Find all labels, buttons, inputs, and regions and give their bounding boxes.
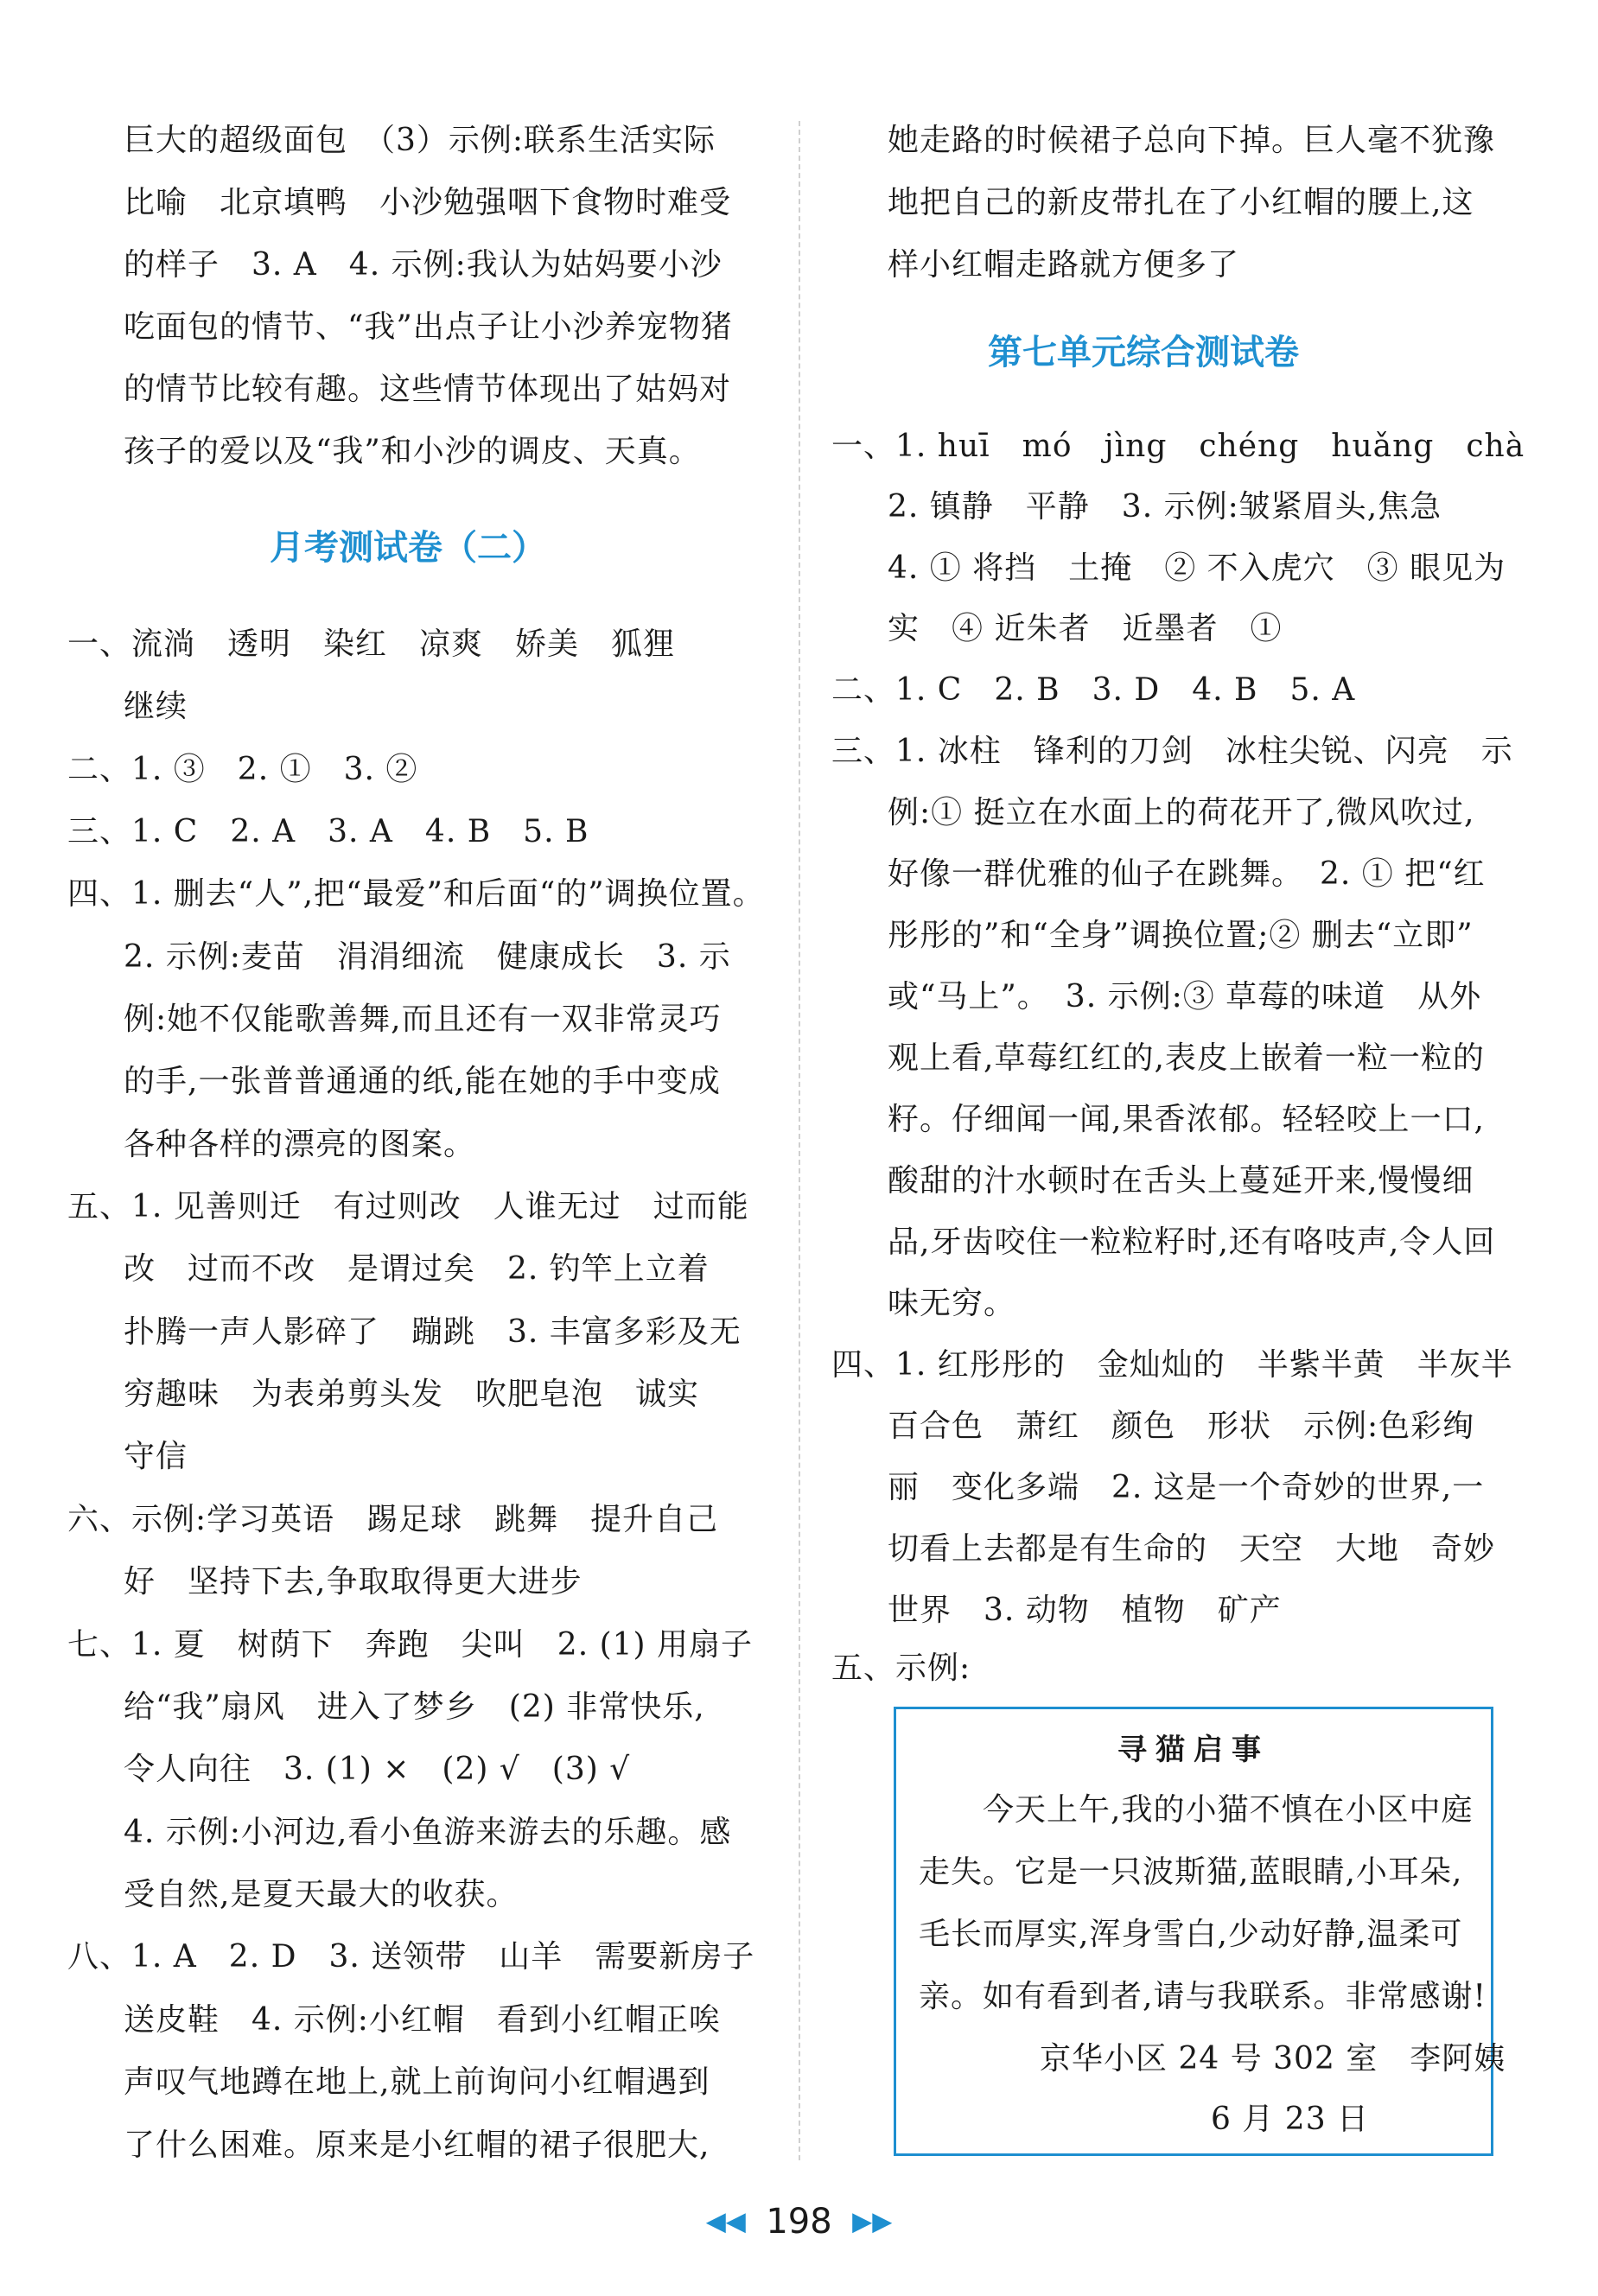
text-line: 的手,一张普普通通的纸,能在她的手中变成 (124, 1064, 721, 1099)
text-line: 巨大的超级面包 （3）示例:联系生活实际 (124, 123, 716, 158)
text-line: 八、1. A 2. D 3. 送领带 山羊 需要新房子 (67, 1939, 755, 1975)
text-line: 实 ④ 近朱者 近墨者 ① (888, 611, 1283, 646)
text-line: 受自然,是夏天最大的收获。 (124, 1877, 519, 1912)
text-line: 三、1. 冰柱 锋利的刀剑 冰柱尖锐、闪亮 示 (831, 734, 1513, 769)
text-line: 一、1. huī mó jìng chéng huǎng chà (831, 429, 1525, 464)
text-line: 好像一群优雅的仙子在跳舞。 2. ① 把“红 (888, 856, 1486, 892)
text-line: 吃面包的情节、“我”出点子让小沙养宠物猪 (124, 309, 733, 345)
text-line: 丽 变化多端 2. 这是一个奇妙的世界,一 (888, 1470, 1485, 1505)
text-line: 四、1. 红彤彤的 金灿灿的 半紫半黄 半灰半 (831, 1347, 1513, 1383)
notice-line: 走失。它是一只波斯猫,蓝眼睛,小耳朵, (919, 1854, 1463, 1890)
text-line: 各种各样的漂亮的图案。 (124, 1127, 476, 1162)
text-line: 例:① 挺立在水面上的荷花开了,微风吹过, (888, 795, 1475, 830)
text-line: 2. 镇静 平静 3. 示例:皱紧眉头,焦急 (888, 489, 1442, 525)
text-line: 给“我”扇风 进入了梦乡 (2) 非常快乐, (124, 1689, 705, 1725)
notice-date: 6 月 23 日 (1211, 2102, 1370, 2137)
text-line: 送皮鞋 4. 示例:小红帽 看到小红帽正唉 (124, 2002, 721, 2038)
text-line: 二、1. ③ 2. ① 3. ② (67, 752, 418, 787)
text-line: 例:她不仅能歌善舞,而且还有一双非常灵巧 (124, 1002, 722, 1037)
text-line: 观上看,草莓红红的,表皮上嵌着一粒一粒的 (888, 1040, 1485, 1076)
text-line: 五、示例: (831, 1650, 971, 1686)
text-line: 地把自己的新皮带扎在了小红帽的腰上,这 (888, 185, 1474, 220)
text-line: 世界 3. 动物 植物 矿产 (888, 1593, 1282, 1628)
column-divider (799, 121, 800, 2160)
lost-cat-notice-box (894, 1707, 1506, 2156)
text-line: 籽。仔细闻一闻,果香浓郁。轻轻咬上一口, (888, 1102, 1485, 1137)
text-line: 样小红帽走路就方便多了 (888, 247, 1240, 283)
text-line: 继续 (124, 689, 188, 724)
text-line: 比喻 北京填鸭 小沙勉强咽下食物时难受 (124, 185, 732, 220)
next-arrows-icon: ▶▶ (852, 2206, 893, 2237)
section-title: 月考测试卷（二） (270, 528, 546, 568)
text-line: 好 坚持下去,争取取得更大进步 (124, 1564, 583, 1600)
text-line: 一、流淌 透明 染红 凉爽 娇美 狐狸 (67, 626, 676, 662)
page-footer (0, 2202, 1598, 2254)
text-line: 声叹气地蹲在地上,就上前询问小红帽遇到 (124, 2064, 710, 2100)
notice-signature: 京华小区 24 号 302 室 李阿姨 (1040, 2041, 1506, 2077)
prev-arrows-icon: ◀◀ (705, 2206, 746, 2237)
text-line: 六、示例:学习英语 踢足球 跳舞 提升自己 (67, 1502, 719, 1537)
text-line: 改 过而不改 是谓过矣 2. 钓竿上立着 (124, 1251, 710, 1287)
text-line: 了什么困难。原来是小红帽的裙子很肥大, (124, 2127, 710, 2163)
text-line: 切看上去都是有生命的 天空 大地 奇妙 (888, 1531, 1496, 1567)
section-title: 第七单元综合测试卷 (988, 333, 1299, 372)
notice-title: 寻猫启事 (1117, 1733, 1270, 1767)
text-line: 三、1. C 2. A 3. A 4. B 5. B (67, 814, 589, 849)
text-line: 4. ① 将挡 土掩 ② 不入虎穴 ③ 眼见为 (888, 550, 1506, 586)
text-line: 二、1. C 2. B 3. D 4. B 5. A (831, 672, 1356, 708)
text-line: 味无穷。 (888, 1286, 1016, 1321)
page-number: 198 (766, 2202, 832, 2242)
text-line: 穷趣味 为表弟剪头发 吹肥皂泡 诚实 (124, 1377, 700, 1412)
notice-line: 亲。如有看到者,请与我联系。非常感谢! (919, 1979, 1487, 2014)
text-line: 的情节比较有趣。这些情节体现出了姑妈对 (124, 372, 732, 407)
text-line: 的样子 3. A 4. 示例:我认为姑妈要小沙 (124, 247, 723, 283)
text-line: 4. 示例:小河边,看小鱼游来游去的乐趣。感 (124, 1815, 732, 1850)
text-line: 她走路的时候裙子总向下掉。巨人毫不犹豫 (888, 123, 1496, 158)
text-line: 扑腾一声人影碎了 蹦跳 3. 丰富多彩及无 (124, 1314, 742, 1350)
text-line: 七、1. 夏 树荫下 奔跑 尖叫 2. (1) 用扇子 (67, 1627, 754, 1663)
text-line: 孩子的爱以及“我”和小沙的调皮、天真。 (124, 434, 701, 469)
text-line: 五、1. 见善则迁 有过则改 人谁无过 过而能 (67, 1189, 749, 1224)
text-line: 品,牙齿咬住一粒粒籽时,还有咯吱声,令人回 (888, 1224, 1496, 1260)
text-line: 四、1. 删去“人”,把“最爱”和后面“的”调换位置。 (67, 876, 765, 912)
text-line: 或“马上”。 3. 示例:③ 草莓的味道 从外 (888, 979, 1482, 1014)
notice-line: 毛长而厚实,浑身雪白,少动好静,温柔可 (919, 1917, 1463, 1952)
text-line: 酸甜的汁水顿时在舌头上蔓延开来,慢慢细 (888, 1163, 1474, 1199)
notice-line: 今天上午,我的小猫不慎在小区中庭 (983, 1792, 1474, 1828)
text-line: 彤彤的”和“全身”调换位置;② 删去“立即” (888, 918, 1474, 953)
text-line: 2. 示例:麦苗 涓涓细流 健康成长 3. 示 (124, 939, 731, 975)
text-line: 令人向往 3. (1) × (2) √ (3) √ (124, 1752, 631, 1787)
text-line: 守信 (124, 1439, 188, 1474)
text-line: 百合色 萧红 颜色 形状 示例:色彩绚 (888, 1409, 1475, 1444)
